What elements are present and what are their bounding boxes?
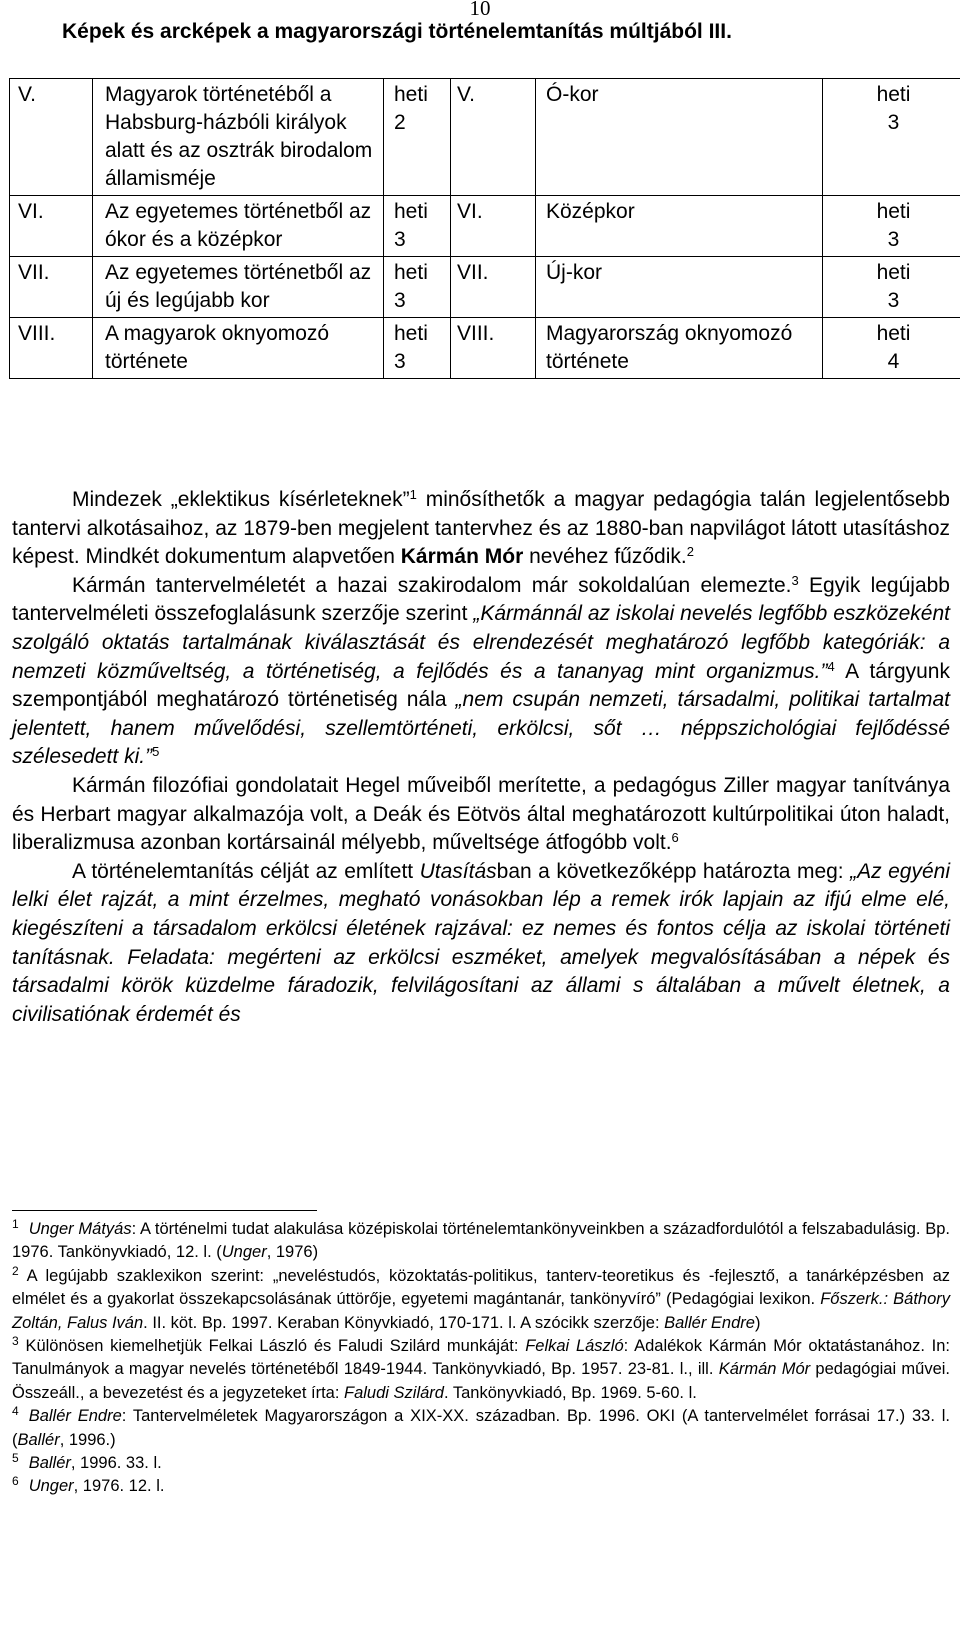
italic-title: Utasítás — [419, 859, 497, 883]
text-span: Kármán filozófiai gondolatait Hegel műveiből merítette, a pedagógus Ziller magyar tanítványa és Herbart magyar alkalmazója volt, a Deák és Eötvös által meghatározott kultúrpolitikai úton haladt, liberalizmusa azonban kortársainál mélyebb, műveltsége átfogóbb volt. — [12, 773, 950, 855]
table-cell-right-weekly — [823, 79, 960, 196]
document-title: Képek és arcképek a magyarországi történelemtanítás múltjából III. — [62, 20, 732, 43]
table-row — [10, 79, 960, 196]
text-span: Egyik legújabb tantervelméleti összefoglalásunk szerzője szerint — [12, 573, 950, 626]
weekly-hours-line: heti — [394, 322, 428, 345]
text-span: . II. köt. Bp. 1997. Keraban Könyvkiadó, 170-171. l. A szócikk szerzője: — [143, 1313, 665, 1332]
text-span: ban a következőképp határozta meg: — [496, 859, 851, 883]
author-name: Felkai László — [525, 1337, 624, 1356]
footnote-ref-2: 2 — [686, 544, 694, 560]
author-name: Ballér Endre — [664, 1313, 755, 1332]
footnote-ref-6: 6 — [671, 830, 679, 846]
weekly-hours-line: 3 — [394, 350, 406, 373]
text-span: : Tantervelméletek Magyarországon a XIX-XX. században. Bp. 1996. OKI (A tantervelmélet forrásai 17.) 33. l. ( — [12, 1407, 950, 1449]
paragraph-4 — [12, 858, 950, 1030]
text-span: Különösen kiemelhetjük Felkai László és Faludi Szilárd munkáját: — [18, 1337, 526, 1356]
table-cell-right-number: VIII. — [451, 318, 536, 379]
footnotes — [12, 1218, 950, 1499]
footnote-number: 3 — [12, 1334, 19, 1349]
author-name: Unger — [28, 1477, 74, 1496]
author-name: Ballér — [17, 1430, 60, 1449]
weekly-hours-line: 2 — [394, 111, 406, 134]
text-span: , 1976. 12. l. — [73, 1477, 165, 1496]
footnote-2 — [12, 1265, 950, 1335]
person-name-bold: Kármán Mór — [400, 545, 524, 569]
table-row — [10, 257, 960, 318]
author-name: Ballér — [28, 1454, 71, 1473]
paragraph-1 — [12, 486, 950, 572]
text-span: : Adalékok Kármán Mór oktatástanához. In: Tanulmányok a magyar nevelés történetéből 1849-1944. Tankönyvkiadó, Bp. 1957. 23-81. l., ill. — [12, 1337, 950, 1379]
table-cell-left-number: VI. — [10, 196, 93, 257]
table-row — [10, 318, 960, 379]
table-cell-left-weekly — [384, 196, 451, 257]
table-cell-left-title: Magyarok történetéből a Habsburg-házbóli királyok alatt és az osztrák birodalom államisméje — [93, 79, 384, 196]
footnote-5 — [12, 1452, 950, 1475]
table-cell-right-number: VII. — [451, 257, 536, 318]
weekly-hours-line: heti — [876, 322, 911, 345]
table-cell-left-title: Az egyetemes történetből az új és legújabb kor — [93, 257, 384, 318]
paragraph-3 — [12, 772, 950, 858]
author-name: Unger — [221, 1243, 267, 1262]
weekly-hours-line: 3 — [394, 228, 406, 251]
table-cell-right-weekly — [823, 196, 960, 257]
weekly-hours-line: 3 — [887, 228, 900, 251]
weekly-hours-line: heti — [876, 261, 911, 284]
table-cell-right-title: Ó-kor — [536, 79, 823, 196]
table-cell-left-title: Az egyetemes történetből az ókor és a középkor — [93, 196, 384, 257]
table-cell-left-weekly — [384, 318, 451, 379]
table-cell-right-number: V. — [451, 79, 536, 196]
table-cell-right-number: VI. — [451, 196, 536, 257]
text-span: pedagógiai művei. Összeáll., a bevezetést és a jegyzeteket írta: — [12, 1360, 950, 1402]
author-name: Faludi Szilárd — [344, 1383, 444, 1402]
footnote-number: 5 — [12, 1451, 19, 1466]
table-cell-right-title: Középkor — [536, 196, 823, 257]
table-row — [10, 196, 960, 257]
footnote-6 — [12, 1475, 950, 1498]
weekly-hours-line: heti — [876, 83, 911, 106]
footnote-4 — [12, 1405, 950, 1452]
main-text — [12, 486, 950, 1029]
table-cell-right-title: Új-kor — [536, 257, 823, 318]
italic-quote: „nem csupán nemzeti, társadalmi, politikai tartalmat jelentett, hanem művelődési, szellemtörténeti, erkölcsi, sőt … néppszichológiai fejlődéssé szélesedett ki.” — [12, 688, 950, 769]
weekly-hours-line: 3 — [887, 111, 900, 134]
footnote-ref-3: 3 — [791, 572, 799, 588]
text-span: Kármán tantervelméletét a hazai szakirodalom már sokoldalúan elemezte. — [72, 573, 792, 597]
table-cell-left-number: VIII. — [10, 318, 93, 379]
text-span: Mindezek „eklektikus kísérleteknek” — [72, 488, 410, 511]
author-name: Unger Mátyás — [28, 1220, 132, 1238]
weekly-hours-line: heti — [876, 200, 911, 223]
text-span: A legújabb szaklexikon szerint: „neveléstudós, közoktatás-politikus, tanterv-teoretikus és -fejlesztő, a tanárképzésben az elmélet és a gyakorlat összekapcsolásának úttörője, egyetemi magántanár, tankönyvíró” (Pedagógiai lexikon. — [12, 1266, 950, 1309]
weekly-hours-line: 4 — [887, 350, 900, 373]
page-number: 10 — [469, 0, 491, 20]
text-span: A tárgyunk szempontjából meghatározó történetiség nála — [12, 659, 950, 712]
text-span: , 1976) — [266, 1243, 319, 1262]
footnote-ref-4: 4 — [827, 658, 835, 674]
text-span: , 1996.) — [59, 1430, 116, 1449]
footnote-number: 6 — [12, 1474, 19, 1489]
table-cell-left-number: VII. — [10, 257, 93, 318]
text-span: : A történelmi tudat alakulása középiskolai történelemtankönyveinkben a századfordulótól a felszabadulásig. Bp. 1976. Tankönyvkiadó, 12. l. ( — [12, 1220, 950, 1262]
curriculum-comparison-table — [9, 78, 960, 379]
weekly-hours-line: heti — [394, 200, 428, 223]
italic-quote: „Kármánnál az iskolai nevelés legfőbb eszközeként szolgáló oktatás tartalmának kiválasztását és elrendezését meghatározó legfőbb kategóriák: a nemzeti közműveltség, a történetiség, a fejlődés és a tananyag mint organizmus.” — [12, 602, 951, 683]
footnote-1 — [12, 1218, 950, 1265]
weekly-hours-line: 3 — [394, 289, 406, 312]
weekly-hours-line: heti — [394, 261, 428, 284]
text-span: . Tankönyvkiadó, Bp. 1969. 5-60. l. — [443, 1383, 697, 1402]
footnote-ref-1: 1 — [409, 487, 417, 502]
text-span: , 1996. 33. l. — [70, 1454, 162, 1473]
editor-names: Főszerk.: Báthory Zoltán, Falus Iván — [12, 1290, 950, 1332]
table-cell-right-weekly — [823, 318, 960, 379]
weekly-hours-line: heti — [394, 83, 428, 106]
table-cell-left-weekly — [384, 79, 451, 196]
table-cell-right-title: Magyarország oknyomozó története — [536, 318, 823, 379]
footnote-number: 4 — [12, 1404, 19, 1419]
text-span: A történelemtanítás célját az említett — [72, 859, 420, 883]
footnote-separator — [12, 1210, 317, 1211]
footnote-3 — [12, 1335, 950, 1405]
text-span: nevéhez fűződik. — [523, 545, 687, 569]
author-name: Kármán Mór — [718, 1360, 811, 1379]
text-span: ) — [754, 1313, 761, 1332]
author-name: Ballér Endre — [28, 1407, 122, 1426]
footnote-ref-5: 5 — [152, 744, 160, 760]
footnote-number: 2 — [12, 1263, 19, 1278]
weekly-hours-line: 3 — [887, 289, 900, 312]
table-cell-left-number: V. — [10, 79, 93, 196]
italic-quote: „Az egyéni lelki élet rajzát, a mint érzelmes, megható vonásokban lép a remek irók lapjain az ifjú elme elé, kiegészíteni a társadalom erkölcsi életének rajzával: ez nemes és fontos célja az iskolai történeti tanításnak. Feladata: megérteni az erkölcsi eszméket, amelyek megvalósításában a népek és társadalmi körök küzdelme fáradozik, felvilágosítani az állami s általában a művelt életnek, a civilisatiónak érdemét és — [12, 859, 950, 1026]
table-cell-left-title: A magyarok oknyomozó története — [93, 318, 384, 379]
table-cell-right-weekly — [823, 257, 960, 318]
paragraph-2 — [12, 572, 950, 772]
table-cell-left-weekly — [384, 257, 451, 318]
text-span: minősíthetők a magyar pedagógia talán legjelentősebb tantervi alkotásaihoz, az 1879-ben megjelent tantervhez és az 1880-ban napvilágot látott utasításhoz képest. Mindkét dokumentum alapvetően — [12, 488, 950, 569]
footnote-number: 1 — [12, 1217, 19, 1231]
